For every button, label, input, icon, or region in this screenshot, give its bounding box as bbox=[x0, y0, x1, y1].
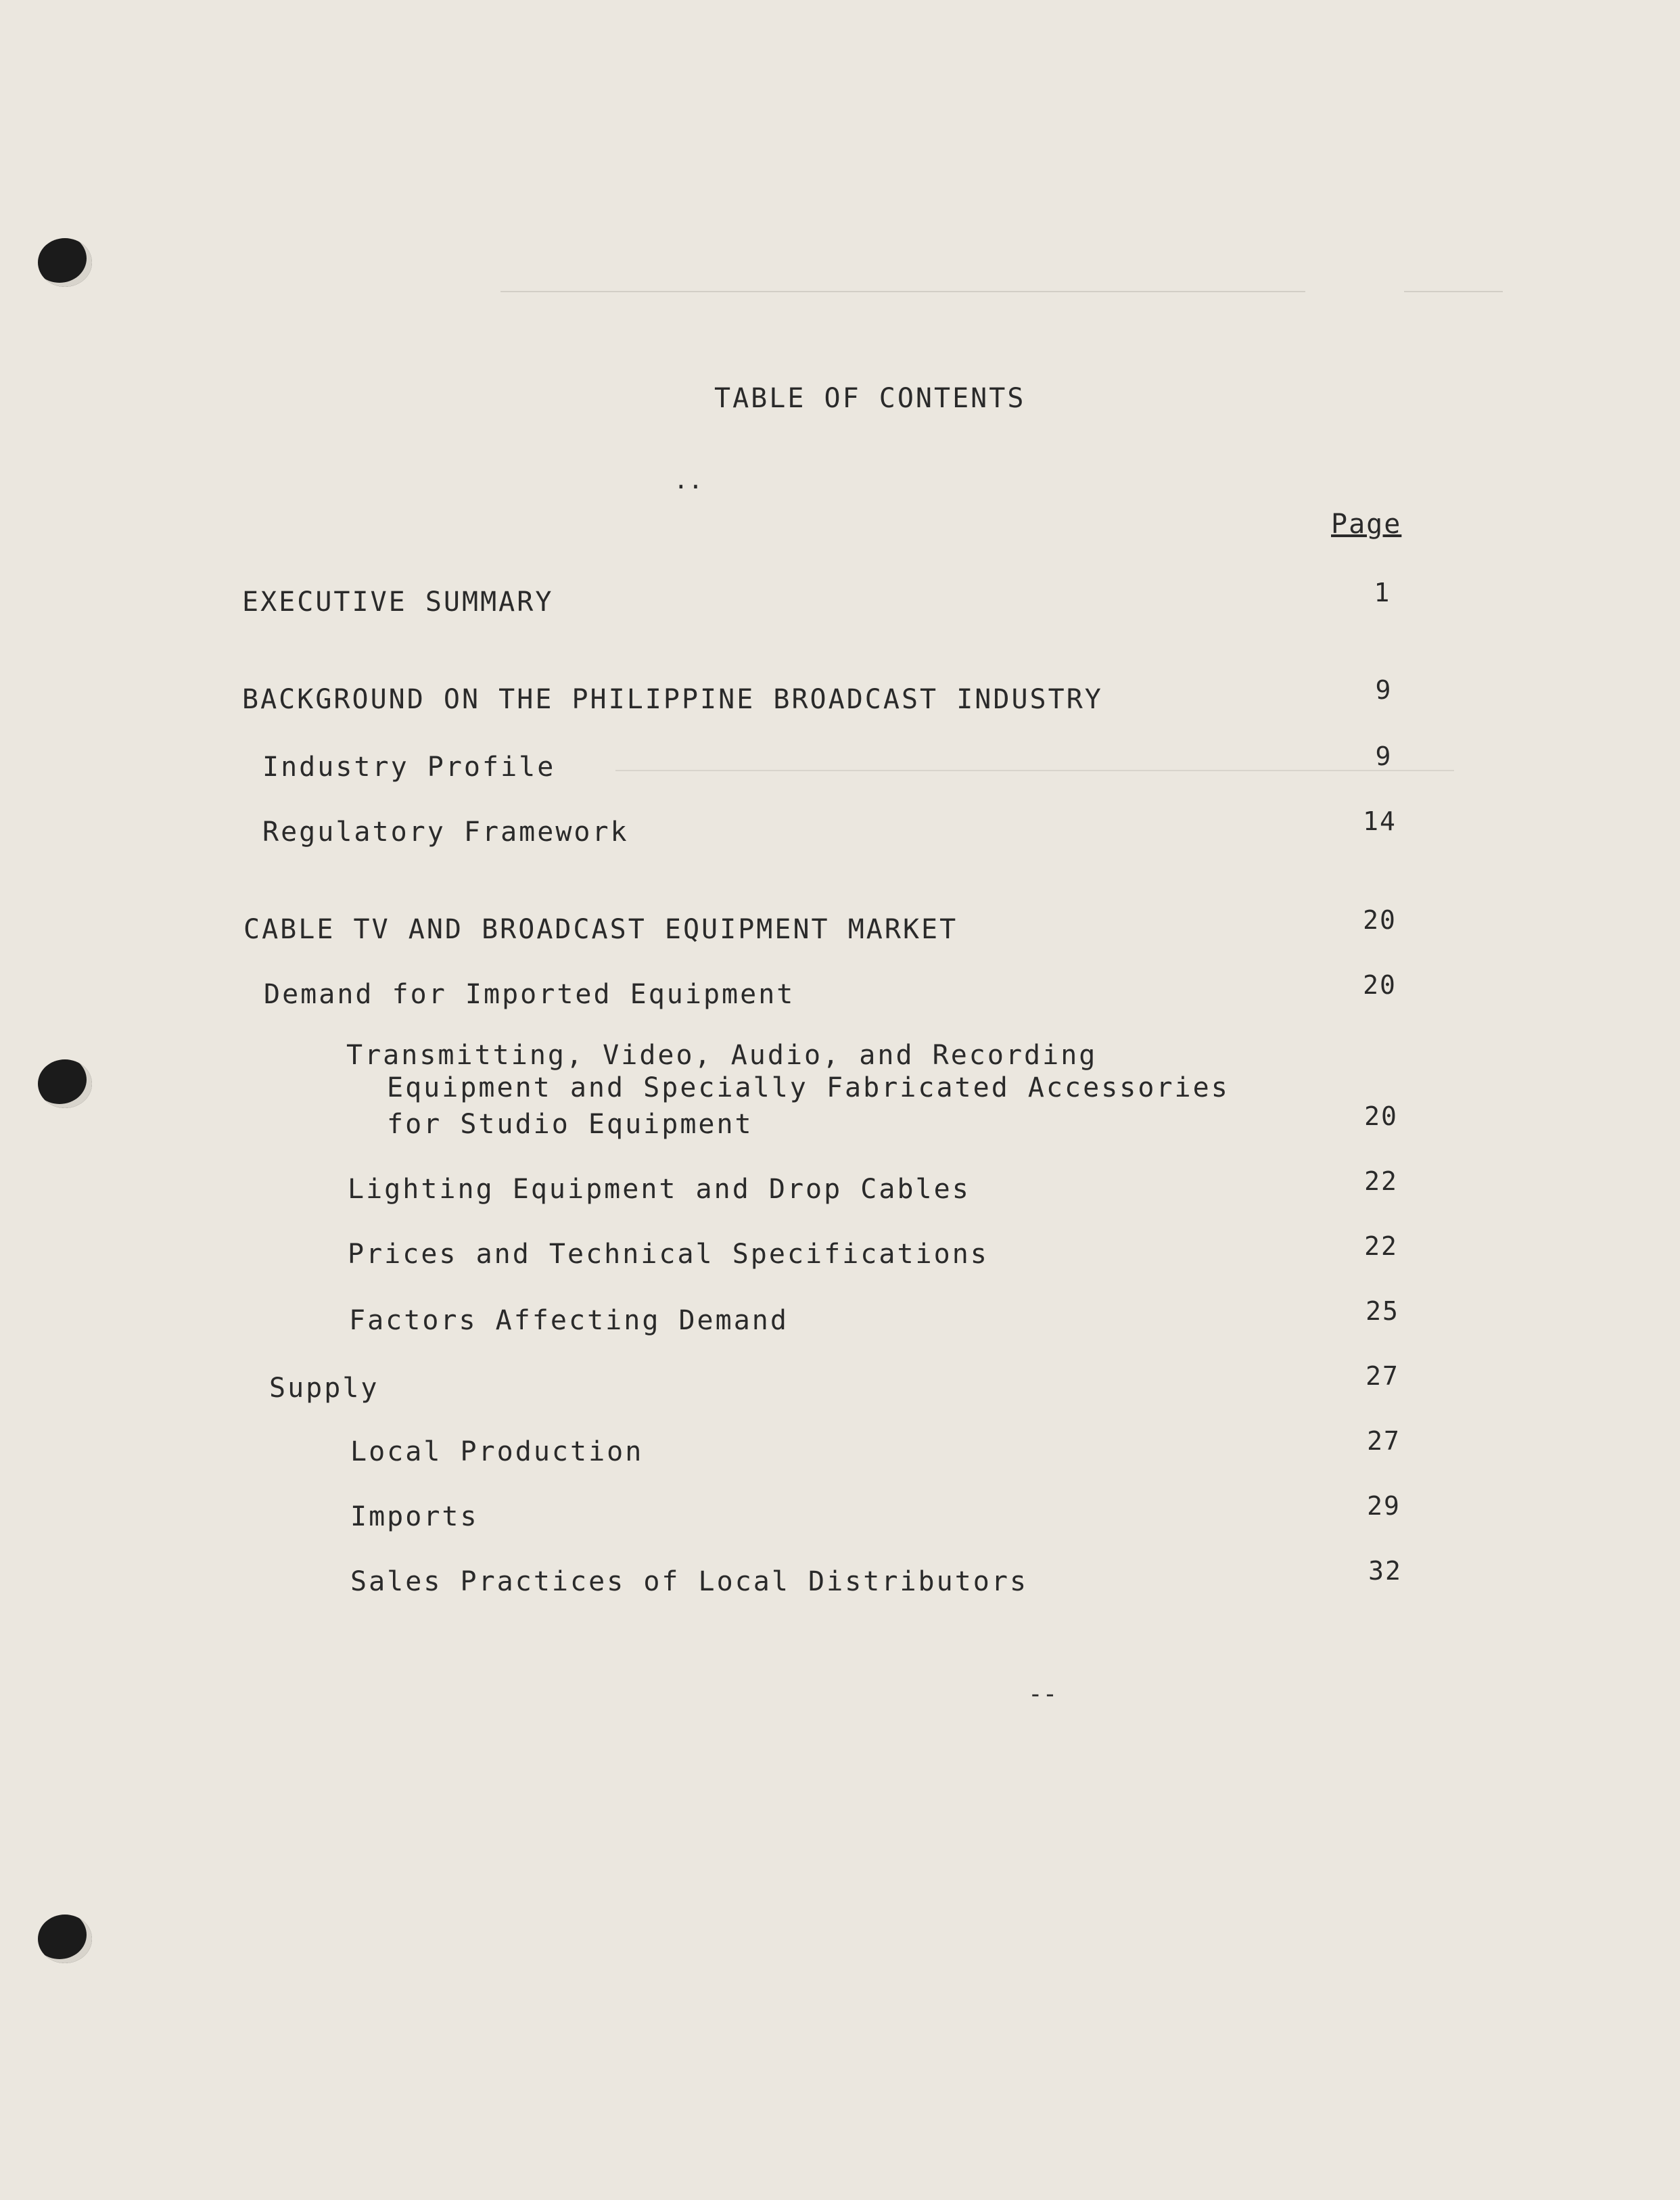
toc-entry-executive-summary: EXECUTIVE SUMMARY bbox=[242, 587, 554, 618]
bleed-through-rule bbox=[615, 770, 1454, 771]
binder-hole-top bbox=[38, 238, 92, 287]
bleed-through-rule bbox=[500, 291, 1305, 292]
toc-page-number: 22 bbox=[1364, 1166, 1398, 1196]
toc-page-number: 27 bbox=[1366, 1361, 1399, 1391]
toc-entry-local-production: Local Production bbox=[350, 1436, 644, 1467]
page-column-header: Page bbox=[1331, 509, 1402, 540]
toc-entry-demand-imported: Demand for Imported Equipment bbox=[264, 979, 795, 1010]
toc-page-number: 22 bbox=[1364, 1231, 1398, 1261]
toc-page-number: 9 bbox=[1375, 741, 1393, 771]
toc-page-number: 20 bbox=[1363, 970, 1397, 1000]
toc-entry-lighting: Lighting Equipment and Drop Cables bbox=[348, 1174, 971, 1205]
bleed-through-rule bbox=[1404, 291, 1503, 292]
toc-page-number: 1 bbox=[1374, 578, 1391, 608]
toc-page-number: 20 bbox=[1364, 1101, 1398, 1131]
toc-entry-transmitting-line3: for Studio Equipment bbox=[387, 1109, 753, 1140]
toc-entry-factors: Factors Affecting Demand bbox=[349, 1305, 789, 1336]
binder-hole-middle bbox=[38, 1059, 92, 1108]
toc-entry-transmitting-line1: Transmitting, Video, Audio, and Recording bbox=[346, 1040, 1098, 1071]
stray-dots: .. bbox=[674, 467, 703, 495]
toc-entry-sales-practices: Sales Practices of Local Distributors bbox=[350, 1566, 1029, 1597]
toc-entry-background: BACKGROUND ON THE PHILIPPINE BROADCAST INDUSTRY bbox=[242, 684, 1103, 715]
toc-page-number: 9 bbox=[1375, 675, 1393, 705]
toc-page-number: 20 bbox=[1363, 905, 1397, 935]
document-title: TABLE OF CONTENTS bbox=[714, 383, 1026, 414]
toc-entry-imports: Imports bbox=[350, 1501, 479, 1532]
toc-entry-regulatory-framework: Regulatory Framework bbox=[262, 817, 629, 848]
toc-page-number: 29 bbox=[1367, 1491, 1401, 1521]
toc-page-number: 25 bbox=[1366, 1296, 1399, 1326]
toc-entry-transmitting-line2: Equipment and Specially Fabricated Accessories bbox=[387, 1072, 1230, 1103]
toc-entry-supply: Supply bbox=[269, 1373, 379, 1404]
toc-entry-prices: Prices and Technical Specifications bbox=[348, 1239, 989, 1270]
binder-hole-bottom bbox=[38, 1915, 92, 1963]
toc-entry-cable-tv-market: CABLE TV AND BROADCAST EQUIPMENT MARKET bbox=[243, 914, 958, 945]
stray-dash: -- bbox=[1028, 1680, 1058, 1708]
toc-page-number: 32 bbox=[1368, 1556, 1402, 1586]
toc-entry-industry-profile: Industry Profile bbox=[262, 752, 556, 783]
toc-page-number: 27 bbox=[1367, 1426, 1401, 1456]
toc-page-number: 14 bbox=[1363, 806, 1397, 836]
